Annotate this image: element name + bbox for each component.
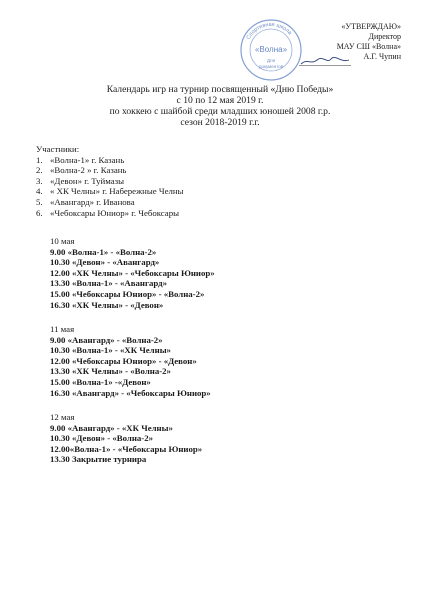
game-line: 16.30 «Авангард» - «Чебоксары Юниор» (50, 387, 211, 398)
approval-line-2: Директор (368, 32, 401, 41)
day-date: 11 мая (50, 324, 75, 334)
participants-list (36, 144, 336, 218)
game-line: 12.00«Волна-1» - «Чебоксары Юниор» (50, 443, 203, 454)
schedule-day-1 (50, 236, 330, 310)
signature-mark (299, 56, 351, 66)
game-line: 16.30 «ХК Челны» - «Девон» (50, 299, 164, 310)
game-line: 9.00 «Авангард» - «ХК Челны» (50, 422, 173, 433)
game-line: 15.00 «Волна-1» -«Девон» (50, 376, 151, 387)
game-line: 12.00 «ХК Челны» - «Чебоксары Юниор» (50, 267, 215, 278)
game-line: 9.00 «Волна-1» - «Волна-2» (50, 246, 157, 257)
participant-item: 4. « ХК Челны» г. Набережные Челны (36, 186, 184, 197)
game-line: 10.30 «Девон» - «Волна-2» (50, 433, 154, 444)
approval-line-4: А.Г. Чупин (363, 52, 401, 61)
schedule-day-3 (50, 412, 330, 465)
game-line: 13.30 «Волна-1» - «Авангард» (50, 278, 167, 289)
participant-item: 3. «Девон» г. Туймазы (36, 175, 125, 186)
approval-line-3: МАУ СШ «Волна» (336, 42, 401, 51)
game-line: 10.30 «Девон» - «Авангард» (50, 257, 160, 268)
participant-item: 5. «Авангард» г. Иванова (36, 196, 135, 207)
participant-item: 1. «Волна-1» г. Казань (36, 154, 125, 165)
title-line-2: с 10 по 12 мая 2019 г. (176, 95, 264, 106)
approval-line-1: «УТВЕРЖДАЮ» (341, 22, 401, 31)
game-line: 13.30 Закрытие турнира (50, 454, 147, 465)
day-date: 10 мая (50, 236, 75, 246)
stamp-note-2: документов (258, 64, 284, 69)
title-line-1: Календарь игр на турнир посвященный «Дню Победы» (106, 84, 334, 95)
game-line: 10.30 «Волна-1» - «ХК Челны» (50, 345, 171, 356)
game-line: 13.30 «ХК Челны» - «Волна-2» (50, 366, 171, 377)
participants-heading: Участники: (36, 144, 80, 154)
participant-item: 6. «Чебоксары Юниор» г. Чебоксары (36, 207, 180, 218)
day-date: 12 мая (50, 412, 75, 422)
participant-item: 2. «Волна-2 » г. Казань (36, 165, 127, 176)
stamp-outer-text: Спортивная школа (245, 21, 293, 41)
title-line-4: сезон 2018-2019 г.г. (180, 117, 260, 128)
schedule-day-2 (50, 324, 330, 398)
stamp-name: «Волна» (254, 45, 288, 54)
game-line: 9.00 «Авангард» - «Волна-2» (50, 334, 163, 345)
approval-block (271, 22, 401, 62)
stamp-note-1: Для (266, 58, 276, 63)
title-line-3: по хоккею с шайбой среди младших юношей 2008 г.р. (109, 106, 331, 117)
document-title (30, 84, 410, 128)
game-line: 15.00 «Чебоксары Юниор» - «Волна-2» (50, 288, 205, 299)
game-line: 12.00 «Чебоксары Юниор» - «Девон» (50, 355, 197, 366)
